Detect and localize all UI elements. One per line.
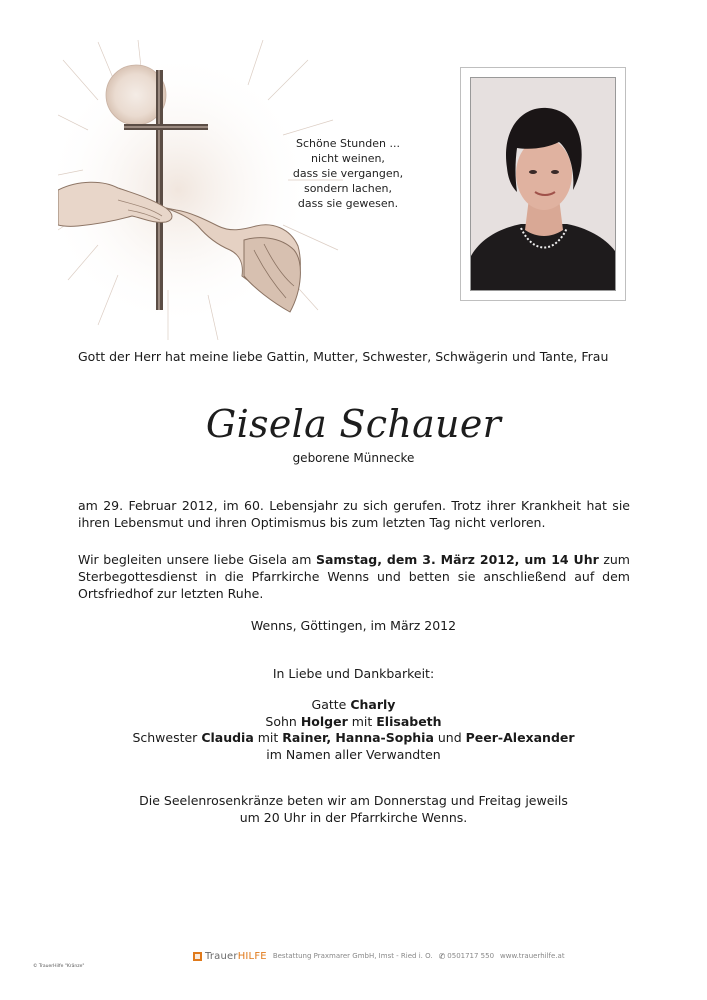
mourner-line-sister — [100, 730, 607, 747]
portrait-photo — [470, 77, 616, 291]
quote-line: nicht weinen, — [311, 152, 385, 165]
portrait-frame — [460, 67, 626, 301]
mourner-name: Charly — [350, 697, 396, 712]
gratitude-line: In Liebe und Dankbarkeit: — [272, 666, 435, 681]
funeral-text: zum Sterbegottesdienst in die Pfarrkirche Wenns und betten sie anschließend auf dem Ortsfriedhof zur letzten Ruhe. — [78, 552, 630, 601]
mourners-list — [100, 697, 607, 763]
mourner-name: Rainer, Hanna-Sophia — [282, 730, 434, 745]
trauerhilfe-logo-icon — [193, 952, 202, 961]
brand-name — [205, 951, 267, 962]
rosary-line: um 20 Uhr in der Pfarrkirche Wenns. — [239, 809, 468, 825]
role: Gatte — [311, 697, 351, 712]
role: Sohn — [265, 713, 301, 729]
brand-part: Trauer — [205, 950, 238, 962]
copyright-note: © TrauerHilfe "Kränze" — [33, 964, 85, 969]
place-date: Wenns, Göttingen, im März 2012 — [250, 618, 457, 633]
mourner-line-son — [100, 714, 607, 731]
maiden-name: geborene Münnecke — [292, 451, 415, 465]
footer — [193, 949, 565, 963]
quote-line: dass sie gewesen. — [297, 197, 399, 210]
funeral-text: Wir begleiten unsere liebe Gisela am — [78, 552, 316, 567]
connector: und — [433, 730, 466, 745]
funeral-paragraph — [78, 551, 630, 602]
quote-line: Schöne Stunden ... — [296, 137, 400, 150]
website-link[interactable]: www.trauerhilfe.at — [500, 952, 565, 960]
mourner-line-relatives: im Namen aller Verwandten — [266, 746, 441, 762]
deceased-name: Gisela Schauer — [205, 402, 502, 446]
mourner-name: Peer-Alexander — [465, 730, 575, 745]
mourner-name: Claudia — [201, 730, 254, 745]
intro-text: Gott der Herr hat meine liebe Gattin, Mutter, Schwester, Schwägerin und Tante, Frau — [78, 349, 609, 364]
phone-number: 0501717 550 — [447, 952, 495, 960]
company-name: Bestattung Praxmarer GmbH, Imst - Ried i. O. — [272, 952, 433, 960]
quote-line: sondern lachen, — [303, 182, 393, 195]
phone-icon: ✆ — [438, 951, 446, 961]
quote-line: dass sie vergangen, — [292, 167, 404, 180]
role: Schwester — [132, 730, 202, 745]
memorial-quote — [278, 136, 418, 211]
brand-part: HILFE — [237, 950, 267, 962]
rosary-line: Die Seelenrosenkränze beten wir am Donnerstag und Freitag jeweils — [139, 793, 568, 808]
mourner-name: Holger — [300, 713, 348, 729]
connector: mit — [253, 730, 283, 745]
mourner-name: Elisabeth — [376, 713, 442, 729]
death-notice-paragraph: am 29. Februar 2012, im 60. Lebensjahr zu sich gerufen. Trotz ihrer Krankheit hat sie ihren Lebensmut und ihren Optimismus bis zum letzten Tag nicht verloren. — [78, 498, 630, 530]
connector: mit — [347, 713, 377, 729]
funeral-date: Samstag, dem 3. März 2012, um 14 Uhr — [315, 552, 599, 567]
mourner-line-husband — [100, 697, 607, 714]
rosary-notice — [100, 793, 607, 826]
